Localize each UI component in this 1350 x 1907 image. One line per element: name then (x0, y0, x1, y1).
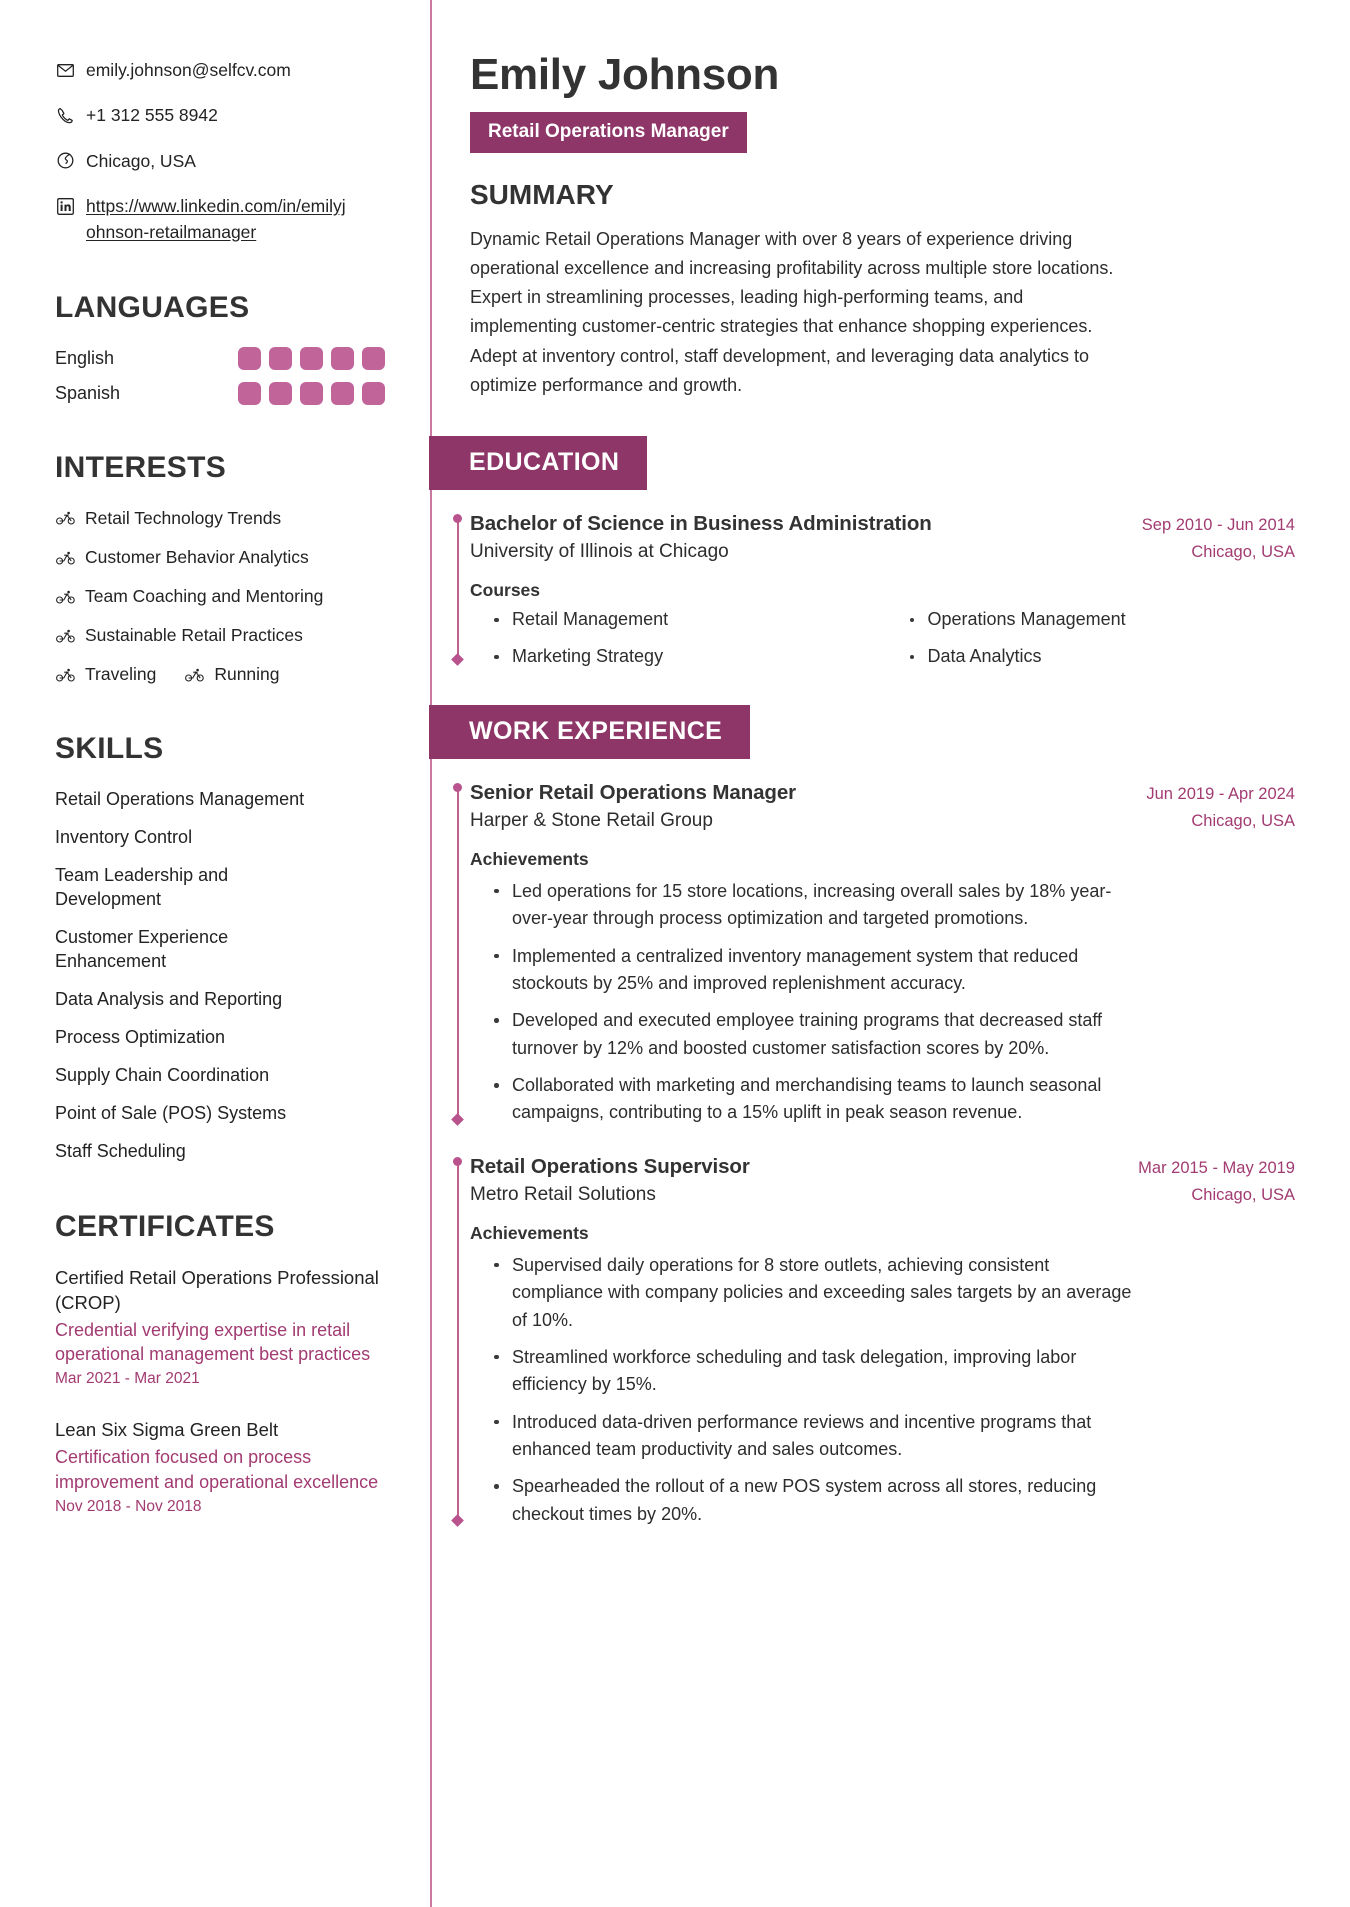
job-date: Jun 2019 - Apr 2024 (1146, 784, 1295, 803)
phone-icon (55, 105, 75, 125)
education-entry (430, 512, 1295, 667)
interest-item (55, 546, 385, 569)
interest-label: Traveling (85, 664, 157, 685)
skill-item: Team Leadership and Development (55, 865, 229, 910)
course-item: Operations Management (902, 609, 1296, 630)
role-badge: Retail Operations Manager (470, 112, 747, 153)
skill-item: Staff Scheduling (55, 1140, 186, 1161)
globe-icon (55, 151, 75, 171)
contact-location (55, 149, 385, 174)
interest-item (55, 507, 385, 530)
skill-item: Customer Experience Enhancement (55, 927, 229, 972)
education-degree: Bachelor of Science in Business Administration (470, 511, 932, 535)
achievements-list (470, 1252, 1295, 1528)
education-banner: EDUCATION (429, 436, 647, 490)
bicycle-icon (184, 664, 205, 685)
language-row (55, 347, 385, 370)
job-title: Senior Retail Operations Manager (470, 780, 797, 804)
skill-item: Supply Chain Coordination (55, 1064, 270, 1085)
interests-heading: INTERESTS (55, 450, 227, 484)
contact-location-text: Chicago, USA (86, 150, 196, 171)
bicycle-icon (55, 664, 76, 685)
achievement-item: Streamlined workforce scheduling and task delegation, improving labor efficiency by 15%. (486, 1344, 1134, 1399)
certificates-section (55, 1210, 385, 1516)
contact-email-text: emily.johnson@selfcv.com (86, 60, 291, 80)
rating-dot (269, 347, 292, 370)
experience-entry (430, 781, 1295, 1127)
contact-linkedin[interactable] (55, 194, 385, 245)
certificate-name: Lean Six Sigma Green Belt (55, 1419, 279, 1441)
skill-item: Inventory Control (55, 827, 193, 848)
languages-heading: LANGUAGES (55, 290, 250, 324)
main-content (430, 0, 1350, 1907)
skill-item: Retail Operations Management (55, 789, 305, 810)
interest-item-pair (55, 663, 385, 686)
experience-banner: WORK EXPERIENCE (429, 705, 750, 759)
skill-item: Process Optimization (55, 1026, 226, 1047)
achievement-item: Supervised daily operations for 8 store outlets, achieving consistent compliance with company policies and exceeding sales targets by an average of 10%. (486, 1252, 1134, 1334)
contact-phone-text: +1 312 555 8942 (86, 105, 218, 126)
language-name: English (55, 347, 115, 368)
achievement-item: Implemented a centralized inventory management system that reduced stockouts by 25% and improved replenishment accuracy. (486, 943, 1134, 998)
interest-item (55, 585, 385, 608)
bicycle-icon (55, 547, 76, 568)
achievement-item: Introduced data-driven performance reviews and incentive programs that enhanced team productivity and sales outcomes. (486, 1409, 1134, 1464)
rating-dot (300, 347, 323, 370)
job-date: Mar 2015 - May 2019 (1138, 1158, 1295, 1177)
job-location: Chicago, USA (1191, 1185, 1295, 1204)
contact-phone (55, 103, 385, 128)
job-title: Retail Operations Supervisor (470, 1154, 750, 1178)
timeline-marker (457, 1164, 459, 1520)
interest-label: Team Coaching and Mentoring (85, 586, 324, 607)
job-location: Chicago, USA (1191, 811, 1295, 830)
certificate-name: Certified Retail Operations Professional (CROP) (55, 1266, 379, 1313)
certificate-description: Certification focused on process improvement and operational excellence (55, 1447, 379, 1493)
rating-dot (300, 382, 323, 405)
certificates-heading: CERTIFICATES (55, 1209, 275, 1243)
rating-dot (362, 382, 385, 405)
certificate-item (55, 1418, 385, 1516)
interest-label: Sustainable Retail Practices (85, 625, 303, 646)
timeline-marker (457, 790, 459, 1119)
experience-entry (430, 1155, 1295, 1528)
certificate-date: Mar 2021 - Mar 2021 (55, 1370, 200, 1388)
language-rating (238, 382, 385, 405)
interest-label: Running (214, 664, 280, 685)
rating-dot (331, 347, 354, 370)
contact-list (55, 58, 385, 245)
contact-email (55, 58, 385, 83)
rating-dot (238, 347, 261, 370)
achievement-item: Developed and executed employee training programs that decreased staff turnover by 12% and boosted customer satisfaction scores by 20%. (486, 1007, 1134, 1062)
language-rating (238, 347, 385, 370)
bicycle-icon (55, 586, 76, 607)
education-school: University of Illinois at Chicago (470, 540, 729, 562)
envelope-icon (55, 60, 75, 80)
job-company: Harper & Stone Retail Group (470, 809, 713, 831)
interest-label: Retail Technology Trends (85, 507, 282, 528)
summary-heading: SUMMARY (470, 179, 614, 210)
skills-heading: SKILLS (55, 732, 164, 766)
language-row (55, 382, 385, 405)
certificate-description: Credential verifying expertise in retail operational management best practices (55, 1319, 371, 1365)
rating-dot (362, 347, 385, 370)
interest-label: Customer Behavior Analytics (85, 546, 309, 567)
course-item: Marketing Strategy (486, 646, 880, 667)
rating-dot (269, 382, 292, 405)
timeline-marker (457, 521, 459, 659)
achievement-item: Collaborated with marketing and merchandising teams to launch seasonal campaigns, contributing to a 15% uplift in peak season revenue. (486, 1072, 1134, 1127)
language-name: Spanish (55, 382, 121, 403)
education-date: Sep 2010 - Jun 2014 (1141, 515, 1295, 534)
achievements-label: Achievements (470, 848, 589, 869)
bicycle-icon (55, 625, 76, 646)
achievements-list (470, 878, 1295, 1127)
page-title: Emily Johnson (470, 50, 780, 99)
courses-label: Courses (470, 579, 541, 600)
skill-item: Data Analysis and Reporting (55, 988, 283, 1009)
achievements-label: Achievements (470, 1222, 589, 1243)
certificate-date: Nov 2018 - Nov 2018 (55, 1497, 202, 1515)
achievement-item: Led operations for 15 store locations, increasing overall sales by 18% year-over-year through process optimization and targeted promotions. (486, 878, 1134, 933)
education-location: Chicago, USA (1191, 542, 1295, 561)
contact-linkedin-text[interactable]: https://www.linkedin.com/in/emilyjohnson-retailmanager (86, 196, 346, 242)
skill-item: Point of Sale (POS) Systems (55, 1102, 287, 1123)
sidebar (0, 0, 430, 1907)
rating-dot (238, 382, 261, 405)
rating-dot (331, 382, 354, 405)
interests-section (55, 451, 385, 686)
course-item: Retail Management (486, 609, 880, 630)
bicycle-icon (55, 508, 76, 529)
summary-text: Dynamic Retail Operations Manager with over 8 years of experience driving operational excellence and increasing profitability across multiple store locations. Expert in streamlining processes, leading high-performing teams, and implementing customer-centric strategies that enhance shopping experiences. Adept at inventory control, staff development, and leveraging data analytics to optimize performance and growth. (470, 229, 1114, 395)
languages-section (55, 291, 385, 405)
certificate-item (55, 1266, 385, 1389)
job-company: Metro Retail Solutions (470, 1183, 656, 1205)
courses-grid (470, 609, 1295, 667)
skills-section (55, 732, 385, 1163)
linkedin-icon (55, 196, 75, 216)
interest-item (55, 624, 385, 647)
course-item: Data Analytics (902, 646, 1296, 667)
achievement-item: Spearheaded the rollout of a new POS system across all stores, reducing checkout times by 20%. (486, 1473, 1134, 1528)
